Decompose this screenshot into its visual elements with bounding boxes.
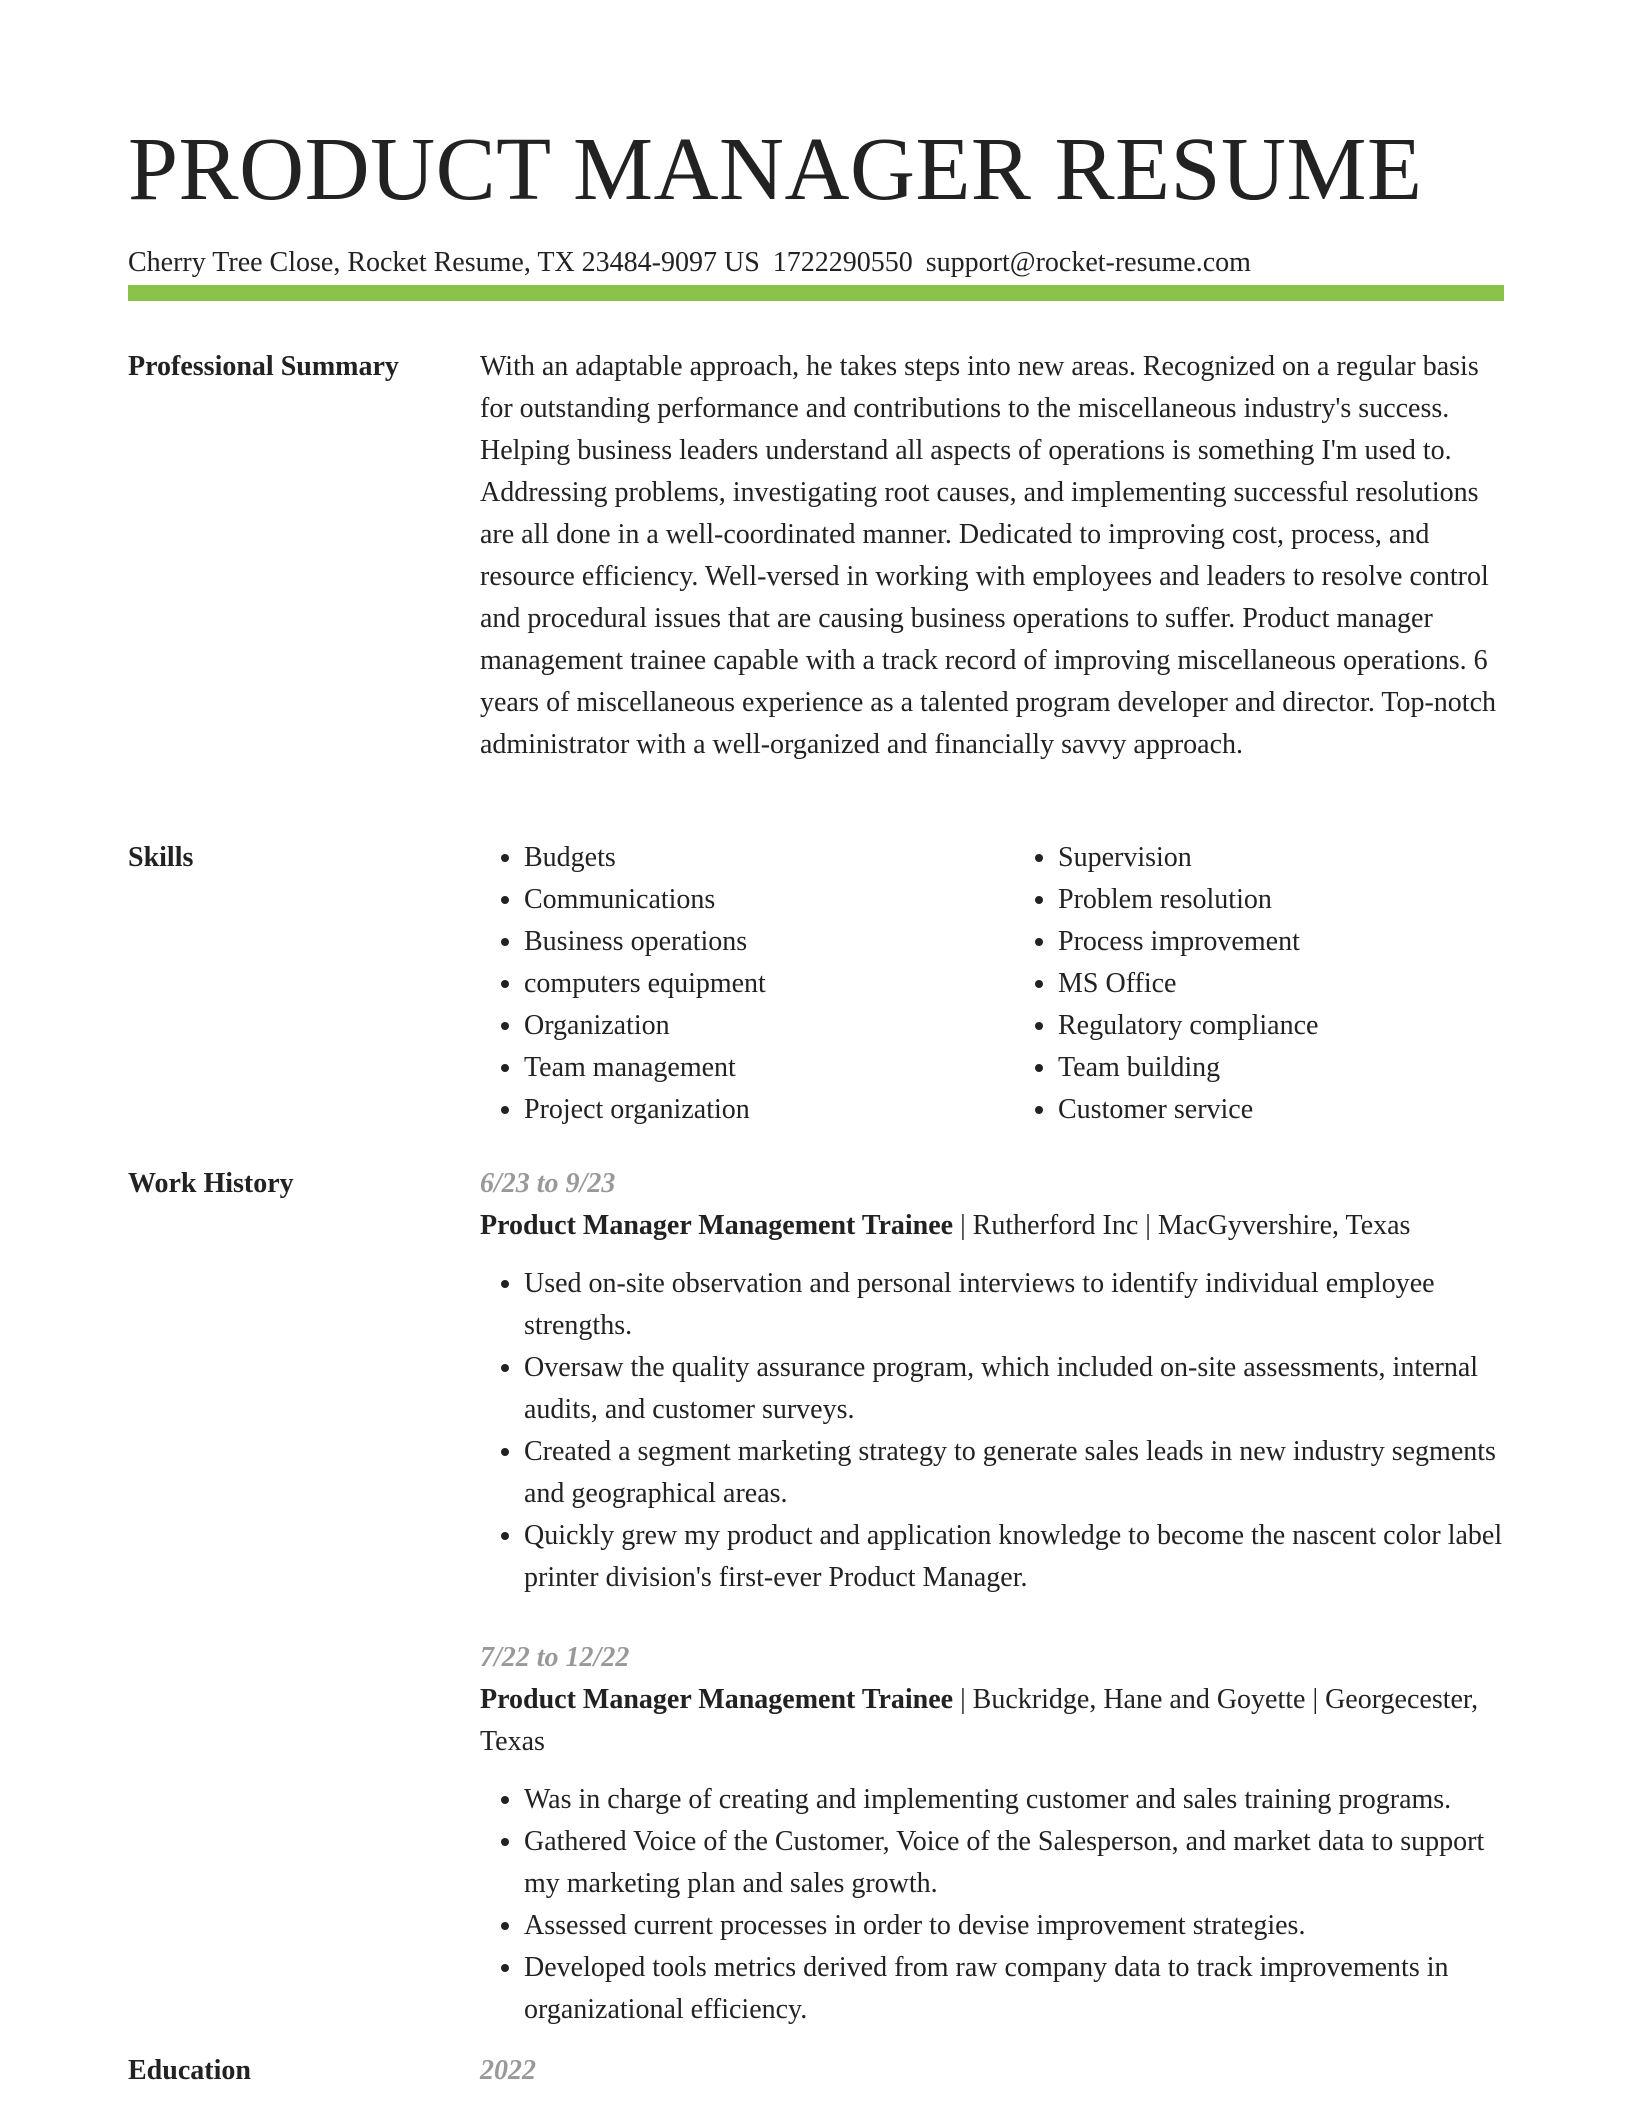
- skills-heading: Skills: [128, 842, 194, 873]
- skill-item: • Problem resolution: [1058, 879, 1504, 921]
- skill-item: • Regulatory compliance: [1058, 1005, 1504, 1047]
- skills-list: [480, 837, 1504, 1131]
- job-bullet: • Assessed current processes in order to devise improvement strategies.: [524, 1905, 1504, 1947]
- skill-item: • Process improvement: [1058, 921, 1504, 963]
- job-title: Product Manager Management Trainee: [480, 1210, 954, 1241]
- resume-title: PRODUCT MANAGER RESUME: [128, 120, 1423, 219]
- job-bullet: • Was in charge of creating and implementing customer and sales training programs.: [524, 1779, 1504, 1821]
- education-heading: Education: [128, 2055, 251, 2086]
- contact-address: Cherry Tree Close, Rocket Resume, TX 23484-9097 US: [128, 247, 760, 278]
- job-bullet: • Created a segment marketing strategy to generate sales leads in new industry segments and geographical areas.: [524, 1431, 1504, 1515]
- job-employer-location: | Buckridge, Hane and Goyette | Georgecester, Texas: [480, 1684, 1479, 1757]
- resume-header: [128, 118, 1504, 282]
- job-heading: [480, 1205, 1504, 1247]
- job-bullets: [480, 1779, 1504, 2031]
- education-body: [480, 2050, 1504, 2092]
- job-bullet: • Gathered Voice of the Customer, Voice of the Salesperson, and market data to support my marketing plan and sales growth.: [524, 1821, 1504, 1905]
- skills-column-right: [1014, 837, 1504, 1131]
- job-bullet: • Quickly grew my product and application knowledge to become the nascent color label printer division's first-ever Product Manager.: [524, 1515, 1504, 1599]
- skill-item: • computers equipment: [524, 963, 970, 1005]
- work-history-heading: Work History: [128, 1168, 294, 1199]
- skill-item: • Customer service: [1058, 1089, 1504, 1131]
- job-entry: [480, 1163, 1504, 1599]
- job-bullet: • Developed tools metrics derived from raw company data to track improvements in organizational efficiency.: [524, 1947, 1504, 2031]
- job-heading: [480, 1679, 1504, 1763]
- job-employer-location: | Rutherford Inc | MacGyvershire, Texas: [953, 1210, 1411, 1241]
- skill-item: • MS Office: [1058, 963, 1504, 1005]
- skill-item: • Budgets: [524, 837, 970, 879]
- job-dates: 6/23 to 9/23: [480, 1168, 616, 1199]
- skills-column-left: [480, 837, 970, 1131]
- contact-email: support@rocket-resume.com: [925, 247, 1251, 278]
- summary-heading: Professional Summary: [128, 351, 399, 382]
- skill-item: • Team building: [1058, 1047, 1504, 1089]
- skill-item: • Communications: [524, 879, 970, 921]
- skill-item: • Project organization: [524, 1089, 970, 1131]
- job-bullet: • Used on-site observation and personal interviews to identify individual employee strengths.: [524, 1263, 1504, 1347]
- job-entry: [480, 1637, 1504, 2031]
- job-dates: 7/22 to 12/22: [480, 1642, 630, 1673]
- job-bullet: • Oversaw the quality assurance program, which included on-site assessments, internal audits, and customer surveys.: [524, 1347, 1504, 1431]
- summary-body: [480, 346, 1504, 766]
- work-history-body: [480, 1163, 1504, 2069]
- contact-line: [128, 244, 1504, 282]
- summary-text: With an adaptable approach, he takes steps into new areas. Recognized on a regular basis for outstanding performance and contributions to the miscellaneous industry's success. Helping business leaders understand all aspects of operations is something I'm used to. Addressing problems, investigating root causes, and implementing successful resolutions are all done in a well-coordinated manner. Dedicated to improving cost, process, and resource efficiency. Well-versed in working with employees and leaders to resolve control and procedural issues that are causing business operations to suffer. Product manager management trainee capable with a track record of improving miscellaneous operations. 6 years of miscellaneous experience as a talented program developer and director. Top-notch administrator with a well-organized and financially savvy approach.: [480, 351, 1496, 760]
- skill-item: • Supervision: [1058, 837, 1504, 879]
- job-bullets: [480, 1263, 1504, 1599]
- skill-item: • Business operations: [524, 921, 970, 963]
- skill-item: • Team management: [524, 1047, 970, 1089]
- skill-item: • Organization: [524, 1005, 970, 1047]
- education-year: 2022: [480, 2055, 536, 2086]
- contact-phone: 1722290550: [772, 247, 913, 278]
- accent-divider: [128, 285, 1504, 301]
- job-title: Product Manager Management Trainee: [480, 1684, 954, 1715]
